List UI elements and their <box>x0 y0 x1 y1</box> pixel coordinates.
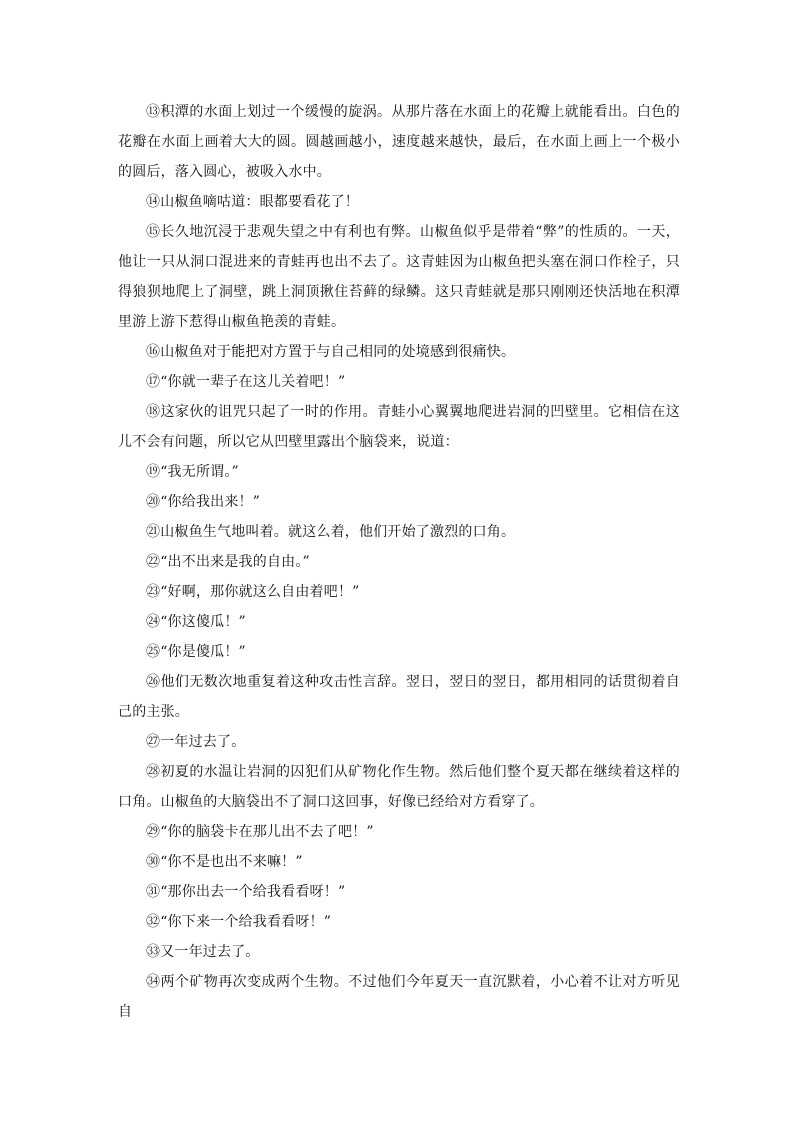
paragraph-17: ⑰“你就一辈子在这儿关着吧！” <box>146 374 346 390</box>
paragraph-14: ⑭山椒鱼嘀咕道：眼都要看花了！ <box>146 194 359 210</box>
paragraph-26: ㉖他们无数次地重复着这种攻击性言辞。翌日，翌日的翌日，都用相同的话贯彻着自己的主张。 <box>118 674 680 720</box>
paragraph-15: ⑮长久地沉浸于悲观失望之中有利也有弊。山椒鱼似乎是带着“弊”的性质的。一天，他让一只从洞口混进来的青蛙再也出不去了。这青蛙因为山椒鱼把头塞在洞口作栓子，只得狼狈地爬上了洞壁，跳上洞顶揪住苔藓的绿鳞。这只青蛙就是那只刚刚还快活地在积潭里游上游下惹得山椒鱼艳羡的青蛙。 <box>118 224 680 330</box>
story-text <box>118 97 680 1027</box>
paragraph-30: ㉚“你不是也出不来嘛！” <box>146 854 303 870</box>
paragraph-22: ㉒“出不出来是我的自由。” <box>146 554 310 570</box>
paragraph-29: ㉙“你的脑袋卡在那儿出不去了吧！” <box>146 824 374 840</box>
paragraph-25: ㉕“你是傻瓜！” <box>146 644 246 660</box>
paragraph-19: ⑲“我无所谓。” <box>146 464 239 480</box>
paragraph-24: ㉔“你这傻瓜！” <box>146 614 246 630</box>
paragraph-23: ㉓“好啊，那你就这么自由着吧！” <box>146 584 360 600</box>
paragraph-27: ㉗一年过去了。 <box>146 734 246 750</box>
paragraph-20: ⑳“你给我出来！” <box>146 494 261 510</box>
paragraph-16: ⑯山椒鱼对于能把对方置于与自己相同的处境感到很痛快。 <box>146 344 516 360</box>
paragraph-28: ㉘初夏的水温让岩洞的囚犯们从矿物化作生物。然后他们整个夏天都在继续着这样的口角。山椒鱼的大脑袋出不了洞口这回事，好像已经给对方看穿了。 <box>118 764 680 810</box>
paragraph-32: ㉜“你下来一个给我看看呀！” <box>146 914 332 930</box>
paragraph-21: ㉑山椒鱼生气地叫着。就这么着，他们开始了激烈的口角。 <box>146 524 516 540</box>
paragraph-13: ⑬积潭的水面上划过一个缓慢的旋涡。从那片落在水面上的花瓣上就能看出。白色的花瓣在水面上画着大大的圆。圆越画越小，速度越来越快，最后，在水面上画上一个极小的圆后，落入圆心，被吸入水中。 <box>118 104 680 180</box>
paragraph-33: ㉝又一年过去了。 <box>146 944 260 960</box>
paragraph-34: ㉞两个矿物再次变成两个生物。不过他们今年夏天一直沉默着，小心着不让对方听见自 <box>118 974 680 1020</box>
paragraph-31: ㉛“那你出去一个给我看看呀！” <box>146 884 346 900</box>
paragraph-18: ⑱这家伙的诅咒只起了一时的作用。青蛙小心翼翼地爬进岩洞的凹壁里。它相信在这儿不会有问题，所以它从凹壁里露出个脑袋来，说道： <box>118 404 680 450</box>
